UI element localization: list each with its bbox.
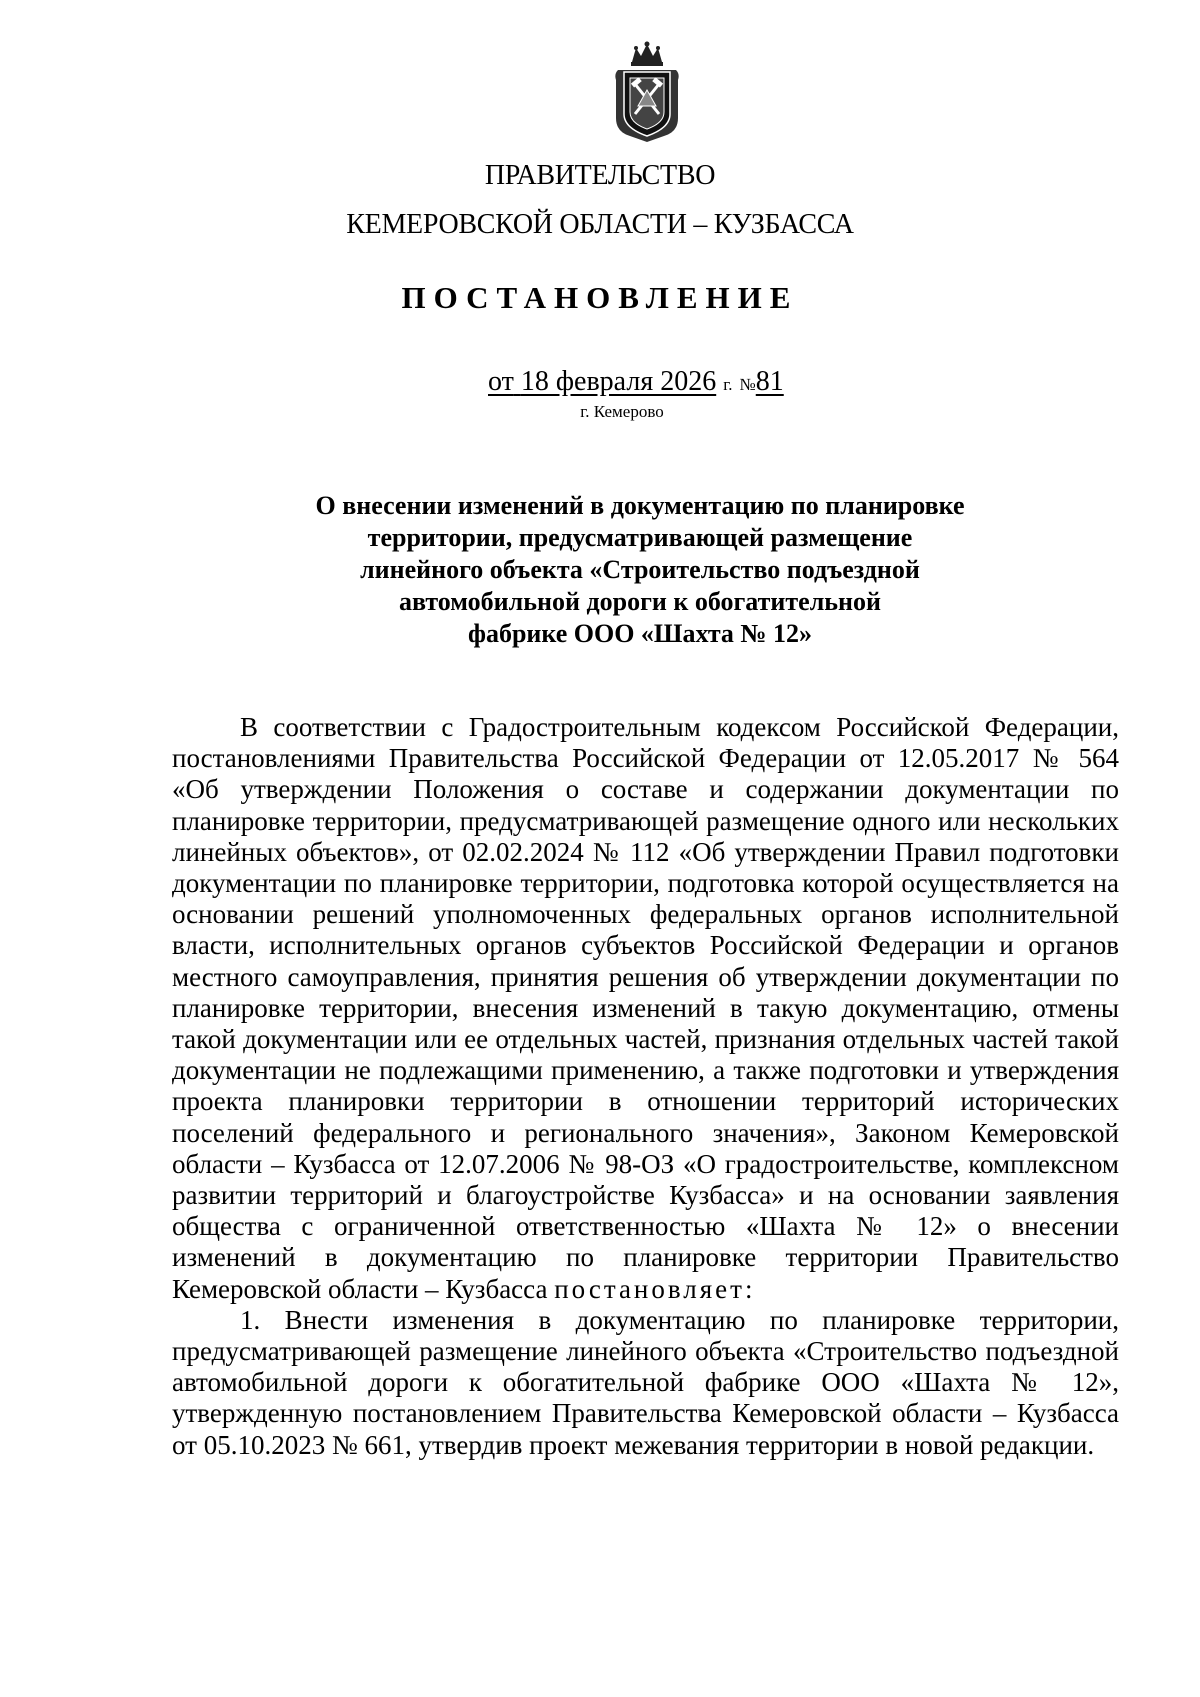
authority-name-line2: КЕМЕРОВСКОЙ ОБЛАСТИ – КУЗБАССА — [346, 209, 854, 240]
resolves-word: постановляет: — [554, 1273, 756, 1304]
document-body — [172, 712, 1119, 1461]
document-type: ПОСТАНОВЛЕНИЕ — [401, 280, 799, 315]
preamble-paragraph — [172, 712, 1119, 1305]
title-line: линейного объекта «Строительство подъездной — [360, 555, 920, 584]
coat-of-arms-icon — [610, 40, 684, 144]
date-number-line — [488, 366, 784, 398]
year-suffix: г. — [723, 375, 733, 394]
document-title — [260, 490, 1020, 650]
title-line: территории, предусматривающей размещение — [367, 523, 913, 552]
title-line: О внесении изменений в документацию по планировке — [315, 491, 965, 520]
number-sign: № — [739, 375, 756, 394]
document-number: 81 — [755, 366, 784, 397]
title-line: автомобильной дороги к обогатительной — [398, 587, 881, 616]
authority-name-line1: ПРАВИТЕЛЬСТВО — [484, 160, 716, 191]
document-date: от 18 февраля 2026 — [488, 366, 717, 397]
title-line: фабрике ООО «Шахта № 12» — [467, 619, 813, 648]
city: г. Кемерово — [580, 402, 664, 421]
item-1-paragraph: 1. Внести изменения в документацию по планировке территории, предусматривающей размещение линейного объекта «Строительство подъездной автомобильной дороги к обогатительной фабрике ООО «Шахта № 12», утвержденную постановлением Правительства Кемеровской области – Кузбасса от 05.10.2023 № 661, утвердив проект межевания территории в новой редакции. — [172, 1304, 1119, 1460]
preamble-text: В соответствии с Градостроительным кодексом Российской Федерации, постановлениями Правительства Российской Федерации от 12.05.2017 № 564 «Об утверждении Положения о составе и содержании документации по планировке территории, предусматривающей размещение одного или нескольких линейных объектов», от 02.02.2024 № 112 «Об утверждении Правил подготовки документации по планировке территории, подготовка которой осуществляется на основании решений уполномоченных федеральных органов исполнительной власти, исполнительных органов субъектов Российской Федерации и органов местного самоуправления, принятия решения об утверждении документации по планировке территории, внесения изменений в такую документацию, отмены такой документации или ее отдельных частей, признания отдельных частей такой документации не подлежащими применению, а также подготовки и утверждения проекта планировки территории в отношении территорий исторических поселений федерального и регионального значения», Законом Кемеровской области – Кузбасса от 12.07.2006 № 98-ОЗ «О градостроительстве, комплексном развитии территорий и благоустройстве Кузбасса» и на основании заявления общества с ограниченной ответственностью «Шахта № 12» о внесении изменений в документацию по планировке территории Правительство Кемеровской области – Кузбасса — [172, 712, 1119, 1304]
